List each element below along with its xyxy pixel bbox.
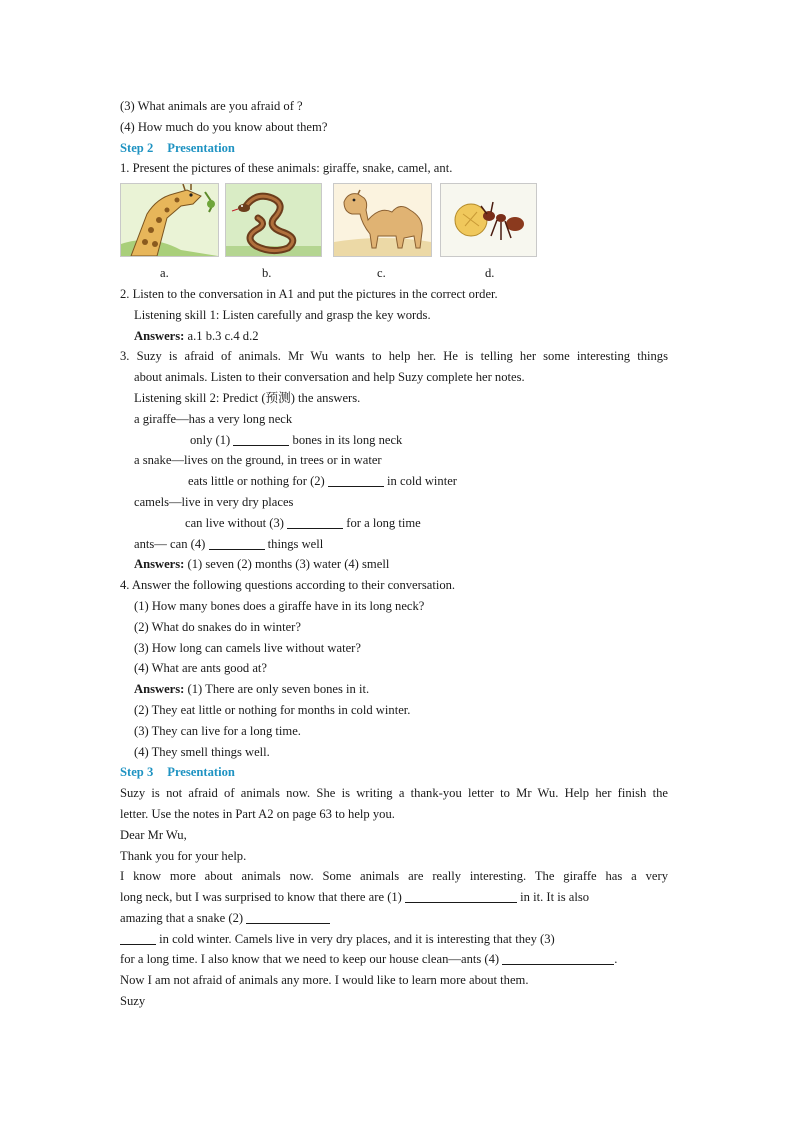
step2-number: Step 2 (120, 140, 154, 155)
question-3: (3) How long can camels live without water? (134, 640, 361, 655)
ant-picture (440, 183, 537, 257)
listening-skill-2: Listening skill 2: Predict (预测) the answers. (134, 390, 361, 405)
snake-picture (225, 183, 322, 257)
caption-d: d. (485, 266, 495, 281)
camel-picture (333, 183, 432, 257)
snake-icon (226, 184, 321, 256)
answers-text: a.1 b.3 c.4 d.2 (184, 328, 259, 343)
giraffe-icon (121, 184, 218, 256)
question-2: (2) What do snakes do in winter? (134, 619, 301, 634)
animal-pictures (120, 183, 668, 263)
answer-1: (1) There are only seven bones in it. (184, 682, 370, 697)
step2-heading (120, 138, 668, 159)
note-ants: ants— can (4) things well (134, 536, 324, 551)
caption-a: a. (160, 266, 169, 281)
blank-4[interactable] (209, 536, 265, 550)
giraffe-picture (120, 183, 219, 257)
listening-skill-1: Listening skill 1: Listen carefully and grasp the key words. (134, 307, 431, 322)
note-snake-detail: eats little or nothing for (2) in cold winter (188, 474, 458, 489)
question-1: (1) How many bones does a giraffe have in its long neck? (134, 598, 425, 613)
note-camels-detail: can live without (3) for a long time (185, 515, 421, 530)
blank-2[interactable] (328, 473, 384, 487)
worksheet-page (120, 96, 668, 1012)
letter-blank-1[interactable] (405, 889, 517, 903)
answer-3: (3) They can live for a long time. (134, 723, 301, 738)
answers-item-2 (120, 326, 668, 347)
answers-label: Answers: (134, 557, 185, 572)
picture-captions (120, 263, 668, 284)
letter-line-6: Now I am not afraid of animals any more. I would like to learn more about them. (120, 973, 529, 988)
letter-line-5: for a long time. I also know that we need to keep our house clean—ants (4) . (120, 952, 618, 967)
step2-item-3-line1: 3. Suzy is afraid of animals. Mr Wu wants to help her. He is telling her some interesting things (120, 349, 668, 364)
letter-line-4: in cold winter. Camels live in very dry places, and it is interesting that they (3) (120, 929, 668, 950)
answer-2: (2) They eat little or nothing for months in cold winter. (134, 702, 411, 717)
letter-signature: Suzy (120, 994, 146, 1009)
letter-line-1: I know more about animals now. Some animals are really interesting. The giraffe has a very (120, 869, 668, 884)
step3-intro-line1: Suzy is not afraid of animals now. She is writing a thank-you letter to Mr Wu. Help her finish the (120, 786, 668, 801)
ant-icon (441, 184, 536, 256)
step3-intro-line2: letter. Use the notes in Part A2 on page 63 to help you. (120, 806, 395, 821)
note-snake: a snake—lives on the ground, in trees or in water (134, 453, 382, 468)
letter-greeting: Dear Mr Wu, (120, 827, 187, 842)
step2-item-2: 2. Listen to the conversation in A1 and put the pictures in the correct order. (120, 286, 498, 301)
letter-line-3: amazing that a snake (2) (120, 908, 668, 929)
caption-b: b. (262, 266, 272, 281)
letter-blank-4[interactable] (502, 951, 614, 965)
note-giraffe-detail: only (1) bones in its long neck (190, 432, 403, 447)
answers-label: Answers: (134, 328, 185, 343)
warmup-question-4: (4) How much do you know about them? (120, 119, 328, 134)
step3-heading (120, 762, 668, 783)
warmup-question-3: (3) What animals are you afraid of ? (120, 99, 303, 113)
note-camels: camels—live in very dry places (134, 494, 294, 509)
caption-c: c. (377, 266, 386, 281)
step2-item-4: 4. Answer the following questions according to their conversation. (120, 578, 456, 593)
answers-item-3 (120, 554, 668, 575)
answer-4: (4) They smell things well. (134, 744, 270, 759)
letter-blank-2-cont[interactable] (120, 931, 156, 945)
step3-title: Presentation (167, 765, 235, 780)
step2-item-3-line2: about animals. Listen to their conversation and help Suzy complete her notes. (134, 370, 525, 385)
step2-item-1: 1. Present the pictures of these animals: giraffe, snake, camel, ant. (120, 161, 453, 176)
blank-3[interactable] (287, 515, 343, 529)
camel-icon (334, 184, 431, 256)
letter-thanks: Thank you for your help. (120, 848, 247, 863)
answers-text: (1) seven (2) months (3) water (4) smell (184, 557, 390, 572)
answers-label: Answers: (134, 682, 185, 697)
question-4: (4) What are ants good at? (134, 661, 267, 676)
letter-line-2: long neck, but I was surprised to know that there are (1) in it. It is also (120, 890, 590, 905)
step3-number: Step 3 (120, 765, 154, 780)
answers-item-4 (120, 679, 668, 700)
letter-blank-2[interactable] (246, 910, 330, 924)
step2-title: Presentation (167, 140, 235, 155)
note-giraffe: a giraffe—has a very long neck (134, 411, 293, 426)
blank-1[interactable] (233, 432, 289, 446)
